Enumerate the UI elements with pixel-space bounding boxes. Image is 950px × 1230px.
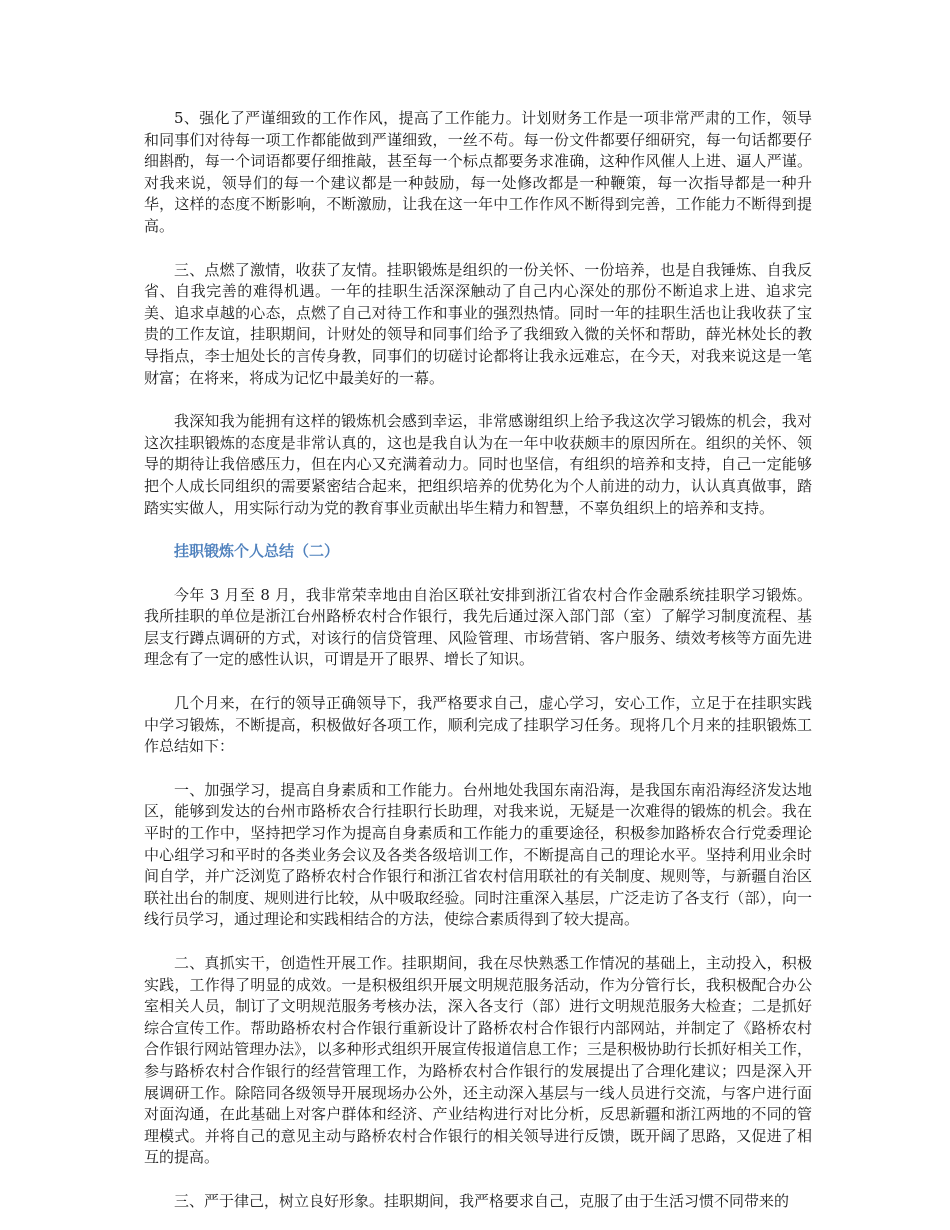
paragraph-discipline: 三、严于律己，树立良好形象。挂职期间，我严格要求自己，克服了由于生活习惯不同带来的 — [174, 1191, 790, 1210]
paragraph-overview: 几个月来，在行的领导正确领导下，我严格要求自己，虚心学习，安心工作，立足于在挂职实践中学习锻炼，不断提高，积极做好各项工作，顺利完成了挂职学习任务。现将几个月来的挂职锻炼工作总结如下： — [144, 694, 812, 756]
section-heading: 挂职锻炼个人总结（二） — [174, 542, 340, 561]
paragraph-intro: 今年 3 月至 8 月，我非常荣幸地由自治区联社安排到浙江省农村合作金融系统挂职学习锻炼。我所挂职的单位是浙江台州路桥农村合作银行，我先后通过深入部门部（室）了解学习制度流程、基层支行蹲点调研的方式，对该行的信贷管理、风险管理、市场营销、客户服务、绩效考核等方面先进理念有了一定的感性认识，可谓是开了眼界、增长了知识。 — [144, 585, 812, 669]
document-body — [144, 108, 812, 1213]
paragraph-gratitude: 我深知我为能拥有这样的锻炼机会感到幸运，非常感谢组织上给予我这次学习锻炼的机会，我对这次挂职锻炼的态度是非常认真的，这也是我自认为在一年中收获颇丰的原因所在。组织的关怀、领导的期待让我倍感压力，但在内心又充满着动力。同时也坚信，有组织的培养和支持，自己一定能够把个人成长同组织的需要紧密结合起来，把组织培养的优势化为个人前进的动力，认认真真做事，踏踏实实做人，用实际行动为党的教育事业贡献出毕生精力和智慧，不辜负组织上的培养和支持。 — [144, 412, 812, 517]
paragraph-passion-friendship: 三、点燃了激情，收获了友情。挂职锻炼是组织的一份关怀、一份培养，也是自我锤炼、自我反省、自我完善的难得机遇。一年的挂职生活深深触动了自己内心深处的那份不断追求上进、追求完美、追求卓越的心态，点燃了自己对待工作和事业的强烈热情。同时一年的挂职生活也让我收获了宝贵的工作友谊，挂职期间，计财处的领导和同事们给予了我细致入微的关怀和帮助，薛光林处长的教导指点，李士旭处长的言传身教，同事们的切磋讨论都将让我永远难忘，在今天，对我来说这是一笔财富；在将来，将成为记忆中最美好的一幕。 — [144, 260, 812, 387]
paragraph-practice: 二、真抓实干，创造性开展工作。挂职期间，我在尽快熟悉工作情况的基础上，主动投入，积极实践，工作得了明显的成效。一是积极组织开展文明规范服务活动，作为分管行长，我积极配合办公室相关人员，制订了文明规范服务考核办法，深入各支行（部）进行文明规范服务大检查；二是抓好综合宣传工作。帮助路桥农村合作银行重新设计了路桥农村合作银行内部网站，并制定了《路桥农村合作银行网站管理办法》，以多种形式组织开展宣传报道信息工作；三是积极协助行长抓好相关工作，参与路桥农村合作银行的经营管理工作，为路桥农村合作银行的发展提出了合理化建议；四是深入开展调研工作。除陪同各级领导开展现场办公外，还主动深入基层与一线人员进行交流，与客户进行面对面沟通，在此基础上对客户群体和经济、产业结构进行对比分析，反思新疆和浙江两地的不同的管理模式。并将自己的意见主动与路桥农村合作银行的相关领导进行反馈，既开阔了思路，又促进了相互的提高。 — [144, 954, 812, 1167]
paragraph-work-style: 5、强化了严谨细致的工作作风，提高了工作能力。计划财务工作是一项非常严肃的工作，领导和同事们对待每一项工作都能做到严谨细致，一丝不苟。每一份文件都要仔细研究，每一句话都要仔细斟酌，每一个词语都要仔细推敲，甚至每一个标点都要务求准确，这种作风催人上进、逼人严谨。对我来说，领导们的每一个建议都是一种鼓励，每一处修改都是一种鞭策，每一次指导都是一种升华，这样的态度不断影响，不断激励，让我在这一年中工作作风不断得到完善，工作能力不断得到提高。 — [144, 109, 812, 235]
paragraph-study: 一、加强学习，提高自身素质和工作能力。台州地处我国东南沿海，是我国东南沿海经济发达地区，能够到发达的台州市路桥农合行挂职行长助理，对我来说，无疑是一次难得的锻炼的机会。我在平时的工作中，坚持把学习作为提高自身素质和工作能力的重要途径，积极参加路桥农合行党委理论中心组学习和平时的各类业务会议及各类各级培训工作，不断提高自己的理论水平。坚持利用业余时间自学，并广泛浏览了路桥农村合作银行和浙江省农村信用联社的有关制度、规则等，与新疆自治区联社出台的制度、规则进行比较，从中吸取经验。同时注重深入基层，广泛走访了各支行（部），向一线行员学习，通过理论和实践相结合的方法，使综合素质得到了较大提高。 — [144, 780, 812, 929]
